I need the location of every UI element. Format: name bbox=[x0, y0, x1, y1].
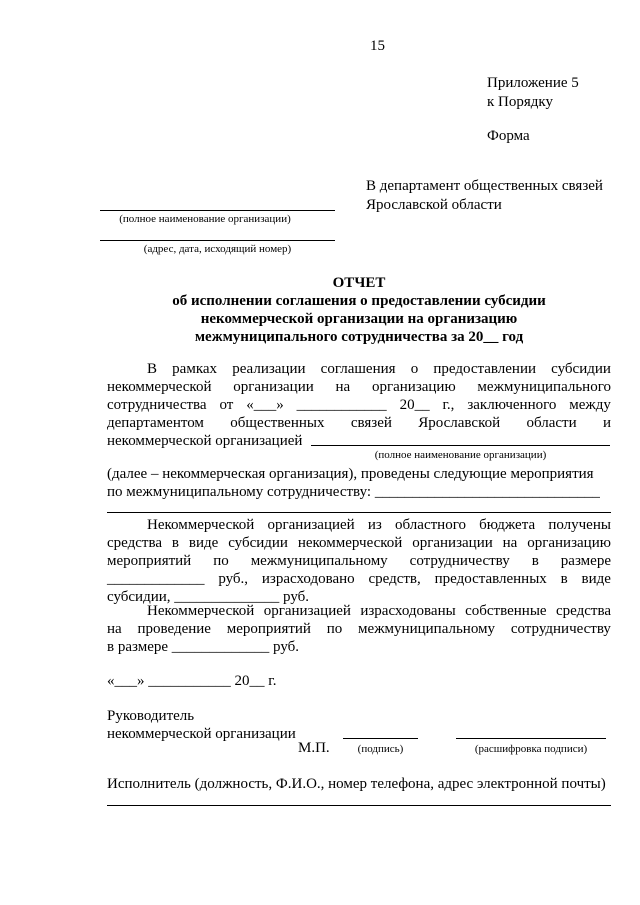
word: области bbox=[526, 415, 577, 431]
word: от bbox=[219, 397, 234, 413]
page-number: 15 bbox=[370, 38, 385, 54]
org-name-fill-line[interactable] bbox=[311, 445, 610, 446]
appendix-label: Приложение 5 bbox=[487, 75, 579, 91]
word: организации bbox=[233, 379, 314, 395]
signature-line[interactable] bbox=[343, 738, 418, 739]
para3-line-3[interactable]: в размере _____________ руб. bbox=[107, 639, 299, 655]
para2-line-2 bbox=[107, 535, 611, 552]
word: между bbox=[569, 397, 611, 413]
para1-line-3 bbox=[107, 397, 611, 414]
report-subtitle-3: межмуниципального сотрудничества за 20__ год bbox=[194, 329, 524, 345]
agreement-year-blank[interactable]: 20__ bbox=[399, 397, 430, 413]
agreement-day-blank[interactable]: «___» bbox=[246, 397, 284, 413]
word: виде bbox=[581, 571, 611, 587]
para1-line-2 bbox=[107, 379, 611, 396]
para2-line-4 bbox=[107, 571, 611, 588]
word: на bbox=[107, 621, 122, 637]
addressee-line-1: В департамент общественных связей bbox=[366, 178, 603, 194]
word: некоммерческой bbox=[297, 535, 403, 551]
word: средства bbox=[555, 603, 611, 619]
para3-line-1 bbox=[147, 603, 611, 620]
word: Ярославской bbox=[418, 415, 501, 431]
para1-line-4 bbox=[107, 415, 611, 432]
word: реализации bbox=[232, 361, 306, 377]
word: областного bbox=[395, 517, 466, 533]
activities-fill-line[interactable] bbox=[107, 512, 611, 513]
word: размере bbox=[560, 553, 611, 569]
word: некоммерческой bbox=[107, 379, 212, 395]
word: субсидии bbox=[551, 361, 611, 377]
report-subtitle-1: об исполнении соглашения о предоставлении субсидии bbox=[172, 293, 546, 309]
org-name-fill-caption: (полное наименование организации) bbox=[374, 449, 547, 461]
form-label: Форма bbox=[487, 128, 530, 144]
report-date-line[interactable]: «___» ___________ 20__ г. bbox=[107, 673, 277, 689]
word: средств, bbox=[368, 571, 421, 587]
word: организацией bbox=[263, 603, 351, 619]
word: мероприятий bbox=[107, 553, 192, 569]
word: общественных bbox=[230, 415, 325, 431]
addressee-line-2: Ярославской области bbox=[366, 197, 502, 213]
para1-line-5: некоммерческой организацией bbox=[107, 433, 303, 449]
word: предоставлении bbox=[433, 361, 536, 377]
para3-line-2 bbox=[107, 621, 611, 638]
word: организации bbox=[412, 535, 493, 551]
seal-label: М.П. bbox=[298, 740, 330, 756]
para2-line-1 bbox=[147, 517, 611, 534]
word: на bbox=[335, 379, 351, 395]
head-label-2: некоммерческой организации bbox=[107, 726, 296, 742]
word: В bbox=[147, 361, 158, 377]
word: организацию bbox=[371, 379, 456, 395]
word: в bbox=[531, 553, 539, 569]
subsidy-received-blank[interactable]: _____________ bbox=[107, 571, 205, 587]
executor-label: Исполнитель (должность, Ф.И.О., номер телефона, адрес электронной почты) bbox=[107, 776, 606, 792]
word: из bbox=[367, 517, 382, 533]
word: проведение bbox=[137, 621, 211, 637]
word: организацией bbox=[267, 517, 355, 533]
order-label: к Порядку bbox=[487, 94, 553, 110]
executor-fill-line[interactable] bbox=[107, 805, 611, 806]
word: руб., bbox=[218, 571, 249, 587]
word: межмуниципальному bbox=[250, 553, 388, 569]
word: сотрудничества bbox=[107, 397, 207, 413]
word: мероприятий bbox=[226, 621, 311, 637]
word: межмуниципального bbox=[477, 379, 611, 395]
word: межмуниципальному bbox=[358, 621, 496, 637]
word: по bbox=[326, 621, 343, 637]
org-name-caption: (полное наименование организации) bbox=[119, 213, 291, 225]
word: рамках bbox=[172, 361, 218, 377]
word: о bbox=[410, 361, 419, 377]
org-name-line[interactable] bbox=[100, 210, 335, 211]
word: собственные bbox=[465, 603, 547, 619]
agreement-month-blank[interactable]: ____________ bbox=[296, 397, 387, 413]
word: субсидии bbox=[228, 535, 288, 551]
word: средства bbox=[107, 535, 163, 551]
word: на bbox=[502, 535, 518, 551]
word: предоставленных bbox=[434, 571, 547, 587]
signature-decode-caption: (расшифровка подписи) bbox=[474, 743, 588, 755]
word: бюджета bbox=[479, 517, 536, 533]
signature-decode-line[interactable] bbox=[456, 738, 606, 739]
word: виде bbox=[188, 535, 219, 551]
para1-line-6: (далее – некоммерческая организация), проведены следующие мероприятия bbox=[107, 466, 594, 482]
word: Некоммерческой bbox=[147, 603, 255, 619]
word: сотрудничеству bbox=[409, 553, 510, 569]
address-caption: (адрес, дата, исходящий номер) bbox=[143, 243, 292, 255]
word: в bbox=[560, 571, 568, 587]
para2-line-3 bbox=[107, 553, 611, 570]
word: сотрудничеству bbox=[510, 621, 611, 637]
word: в bbox=[171, 535, 179, 551]
para1-line-1 bbox=[147, 361, 611, 378]
word: получены bbox=[548, 517, 611, 533]
word: соглашения bbox=[320, 361, 396, 377]
word: организацию bbox=[527, 535, 611, 551]
word: г., bbox=[442, 397, 455, 413]
head-label-1: Руководитель bbox=[107, 708, 195, 724]
word: израсходованы bbox=[360, 603, 456, 619]
report-title: ОТЧЕТ bbox=[332, 275, 386, 291]
word: департаментом bbox=[107, 415, 204, 431]
word: израсходовано bbox=[261, 571, 355, 587]
signature-caption: (подпись) bbox=[357, 743, 404, 755]
word: заключенного bbox=[467, 397, 557, 413]
report-subtitle-2: некоммерческой организации на организацию bbox=[200, 311, 518, 327]
word: Некоммерческой bbox=[147, 517, 255, 533]
para1-line-7[interactable]: по межмуниципальному сотрудничеству: ______________________________ bbox=[107, 484, 600, 500]
word: по bbox=[213, 553, 229, 569]
word: связей bbox=[350, 415, 392, 431]
address-line[interactable] bbox=[100, 240, 335, 241]
para2-line-5[interactable]: субсидии, ______________ руб. bbox=[107, 589, 310, 605]
word: и bbox=[602, 415, 611, 431]
